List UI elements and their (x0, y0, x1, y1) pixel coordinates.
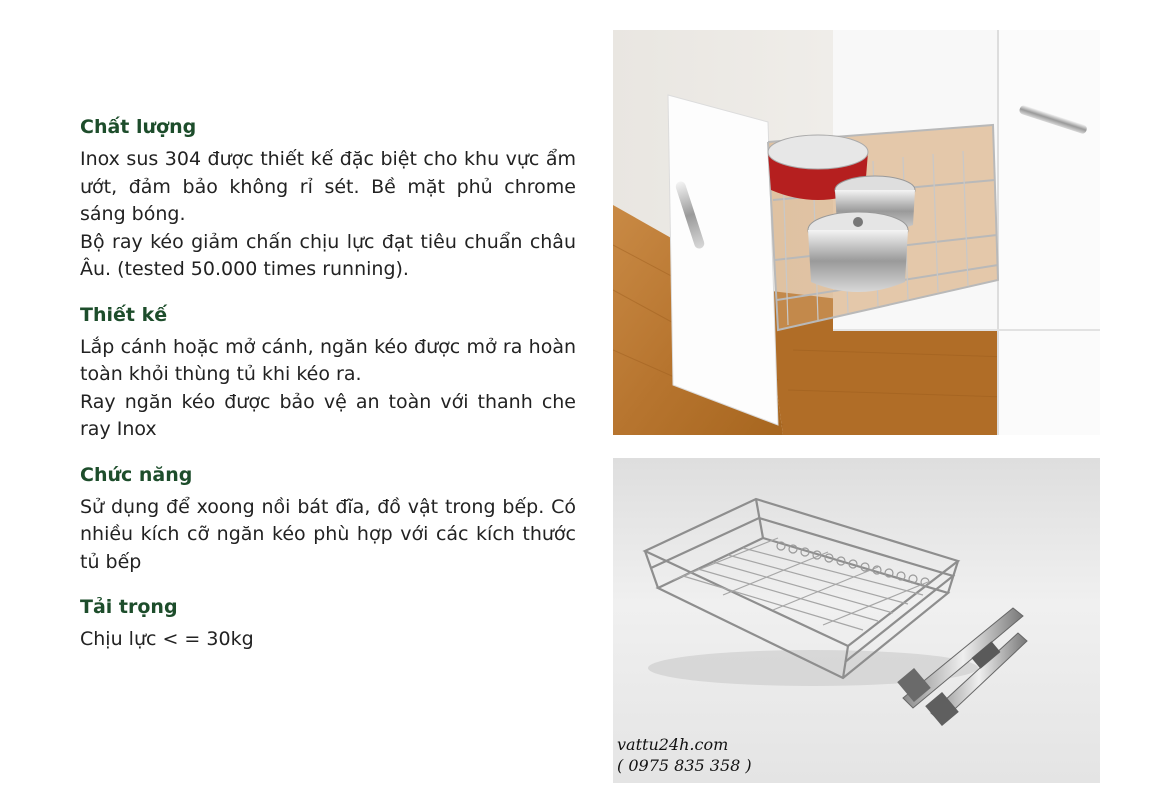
section-paragraph: Chịu lực < = 30kg (80, 628, 254, 650)
watermark (617, 734, 752, 776)
section-load (80, 594, 576, 654)
section-paragraph: Lắp cánh hoặc mở cánh, ngăn kéo được mở ra hoàn toàn khỏi thùng tủ khi kéo ra. (80, 335, 576, 385)
drawer-photo (613, 30, 1100, 435)
section-heading: Tải trọng (80, 596, 178, 618)
section-quality (80, 114, 576, 284)
section-heading: Thiết kế (80, 303, 168, 326)
section-paragraph: Sử dụng để xoong nồi bát đĩa, đồ vật trong bếp. Có nhiều kích cỡ ngăn kéo phù hợp với các kích thước tủ bếp (80, 495, 576, 573)
section-paragraph: Bộ ray kéo giảm chấn chịu lực đạt tiêu chuẩn châu Âu. (tested 50.000 times running). (80, 230, 576, 280)
section-paragraph: Ray ngăn kéo được bảo vệ an toàn với thanh che ray Inox (80, 390, 576, 440)
section-heading: Chất lượng (80, 116, 197, 138)
watermark-site: vattu24h.com (617, 735, 729, 754)
section-paragraph: Inox sus 304 được thiết kế đặc biệt cho khu vực ẩm ướt, đảm bảo không rỉ sét. Bề mặt phủ chrome sáng bóng. (80, 148, 576, 225)
section-design (80, 302, 576, 444)
section-heading: Chức năng (80, 463, 193, 486)
section-function (80, 462, 576, 577)
watermark-phone: ( 0975 835 358 ) (617, 756, 752, 775)
product-description (80, 114, 576, 672)
